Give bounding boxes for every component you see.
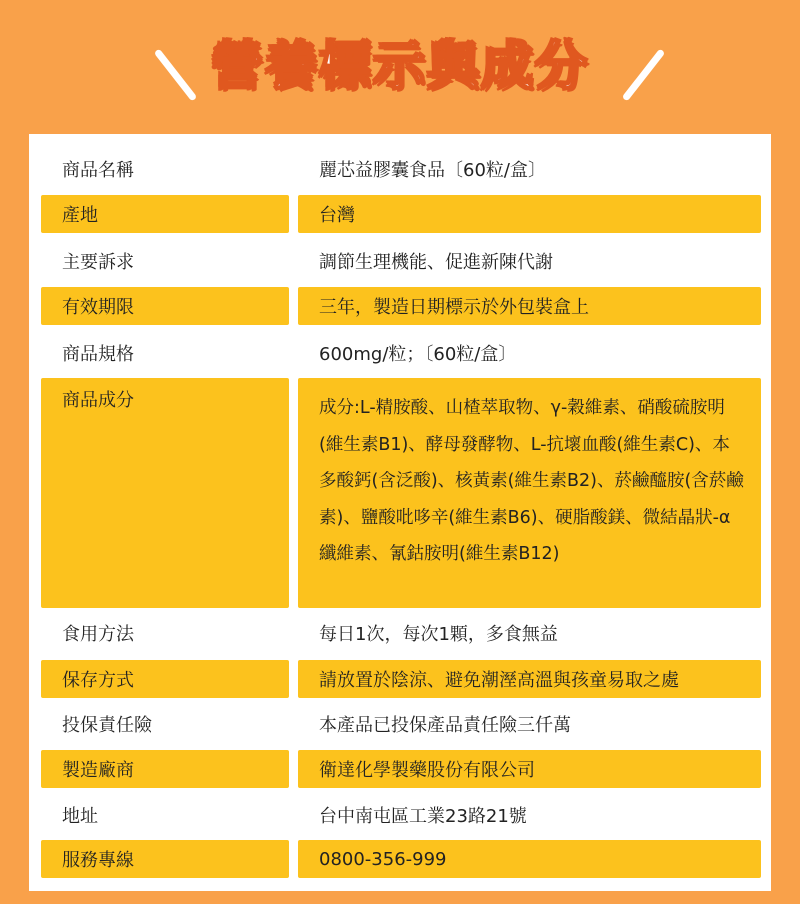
row-value: 每日1次，每次1顆，多食無益	[319, 624, 558, 645]
table-row-address	[29, 796, 771, 834]
table-row-origin	[29, 195, 771, 233]
row-label: 製造廠商	[41, 750, 289, 788]
table-row-storage	[29, 660, 771, 698]
row-value: 本產品已投保產品責任險三仟萬	[319, 715, 571, 736]
row-value: 三年，製造日期標示於外包裝盒上	[298, 287, 761, 325]
table-row-service-line	[29, 840, 771, 878]
row-label: 商品名稱	[62, 160, 134, 181]
row-label: 地址	[62, 806, 98, 827]
table-row-specification	[29, 334, 771, 372]
table-row-usage	[29, 614, 771, 652]
page-title: 營養標示與成分	[210, 37, 589, 97]
table-row-manufacturer	[29, 750, 771, 788]
row-value: 成分:L-精胺酸、山楂萃取物、γ-穀維素、硝酸硫胺明(維生素B1)、酵母發酵物、L-抗壞血酸(維生素C)、本多酸鈣(含泛酸)、核黃素(維生素B2)、菸鹼醯胺(含菸鹼素)、鹽酸吡哆辛(維生素B6)、硬脂酸鎂、微結晶狀-α纖維素、氰鈷胺明(維生素B12)	[298, 378, 761, 608]
row-value: 調節生理機能、促進新陳代謝	[319, 252, 553, 273]
row-label: 商品成分	[41, 378, 289, 608]
header	[0, 0, 800, 134]
row-label: 投保責任險	[62, 715, 152, 736]
row-value: 衛達化學製藥股份有限公司	[298, 750, 761, 788]
row-value: 請放置於陰涼、避免潮溼高溫與孩童易取之處	[298, 660, 761, 698]
row-label: 有效期限	[41, 287, 289, 325]
row-value: 麗芯益膠囊食品〔60粒/盒〕	[319, 160, 546, 181]
table-row-main-claim	[29, 242, 771, 280]
row-label: 主要訴求	[62, 252, 134, 273]
row-label: 產地	[41, 195, 289, 233]
row-label: 食用方法	[62, 624, 134, 645]
table-row-ingredients	[29, 378, 771, 608]
row-label: 服務專線	[41, 840, 289, 878]
table-row-insurance	[29, 705, 771, 743]
row-value: 0800-356-999	[298, 840, 761, 878]
nutrition-table	[29, 134, 771, 891]
table-row-product-name	[29, 150, 771, 188]
row-value: 台灣	[298, 195, 761, 233]
row-label: 保存方式	[41, 660, 289, 698]
row-label: 商品規格	[62, 344, 134, 365]
table-row-expiry	[29, 287, 771, 325]
row-value: 600mg/粒；〔60粒/盒〕	[319, 344, 517, 365]
row-value: 台中南屯區工業23路21號	[319, 806, 527, 827]
